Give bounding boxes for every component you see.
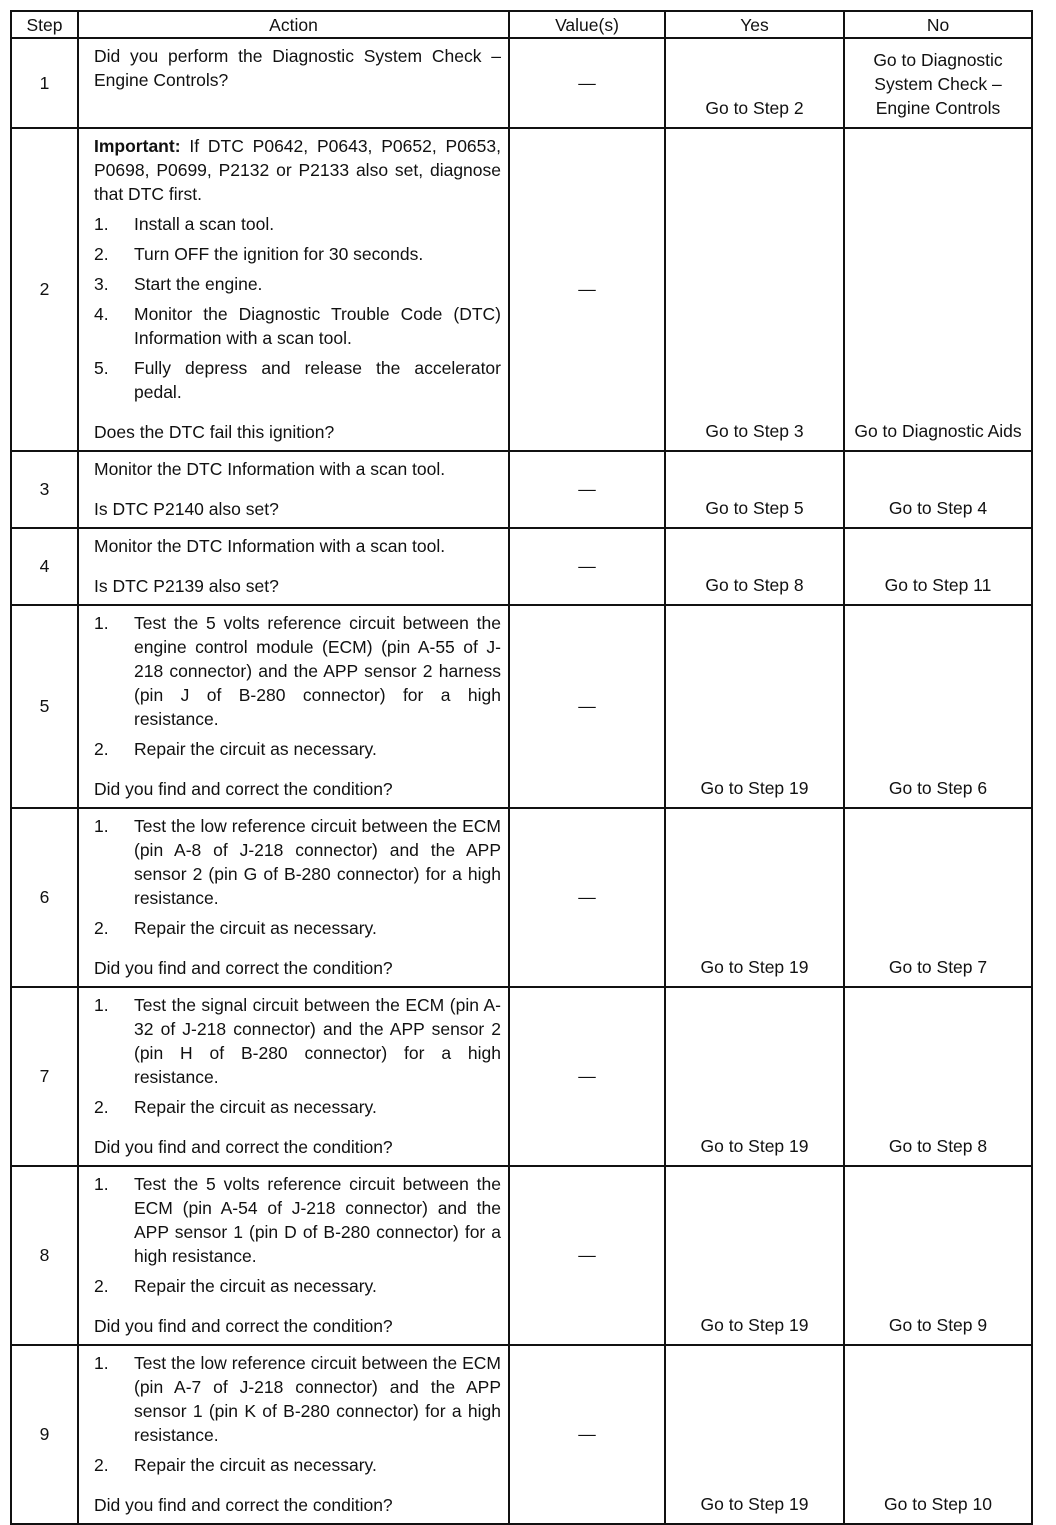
item-number: 2. — [94, 918, 109, 938]
question-text: Is DTC P2139 also set? — [94, 576, 279, 596]
item-text: Fully depress and release the accelerator pedal. — [134, 358, 501, 402]
item-text: Repair the circuit as necessary. — [134, 739, 377, 759]
step-list — [94, 212, 501, 404]
no-cell — [844, 38, 1032, 128]
action-text: Did you perform the Diagnostic System Check – Engine Controls? — [94, 46, 501, 90]
item-text: Turn OFF the ignition for 30 seconds. — [134, 244, 424, 264]
important-text: If DTC P0642, P0643, P0652, P0653, P0698, P0699, P2132 or P2133 also set, diagnose that DTC first. — [94, 136, 501, 204]
value-cell: — — [509, 451, 665, 528]
table-row — [11, 605, 1032, 808]
list-item — [94, 242, 501, 266]
action-cell — [78, 38, 509, 128]
question-text: Did you find and correct the condition? — [94, 1316, 393, 1336]
action-cell — [78, 808, 509, 987]
step-number: 7 — [11, 987, 78, 1166]
diagnostic-table-container — [10, 10, 1033, 1525]
yes-cell: Go to Step 19 — [665, 1345, 844, 1524]
item-text: Test the low reference circuit between the ECM (pin A-8 of J-218 connector) and the APP sensor 2 (pin G of B-280 connector) for a high resistance. — [134, 816, 501, 908]
item-text: Test the 5 volts reference circuit between the engine control module (ECM) (pin A-55 of J-218 connector) and the APP sensor 2 harness (pin J of B-280 connector) for a high resistance. — [134, 613, 501, 729]
item-number: 1. — [94, 613, 109, 633]
value-cell: — — [509, 1345, 665, 1524]
no-cell: Go to Step 9 — [844, 1166, 1032, 1345]
item-number: 4. — [94, 304, 109, 324]
yes-cell: Go to Step 19 — [665, 808, 844, 987]
table-row — [11, 808, 1032, 987]
question-text: Does the DTC fail this ignition? — [94, 422, 335, 442]
value-cell: — — [509, 808, 665, 987]
list-item — [94, 356, 501, 404]
list-item — [94, 993, 501, 1089]
item-text: Install a scan tool. — [134, 214, 275, 234]
item-text: Repair the circuit as necessary. — [134, 1276, 377, 1296]
header-yes: Yes — [665, 11, 844, 38]
list-item — [94, 1351, 501, 1447]
no-cell: Go to Step 4 — [844, 451, 1032, 528]
step-list — [94, 1172, 501, 1298]
action-cell — [78, 987, 509, 1166]
table-row — [11, 38, 1032, 128]
item-text: Test the low reference circuit between the ECM (pin A-7 of J-218 connector) and the APP sensor 1 (pin K of B-280 connector) for a high resistance. — [134, 1353, 501, 1445]
diagnostic-table — [10, 10, 1033, 1525]
no-link: Go to Diagnostic System Check – Engine Controls — [873, 50, 1003, 118]
important-label: Important: — [94, 136, 181, 156]
item-number: 1. — [94, 816, 109, 836]
list-item — [94, 1095, 501, 1119]
action-cell — [78, 605, 509, 808]
question-text: Is DTC P2140 also set? — [94, 499, 279, 519]
header-action: Action — [78, 11, 509, 38]
table-row — [11, 128, 1032, 451]
header-values: Value(s) — [509, 11, 665, 38]
header-no: No — [844, 11, 1032, 38]
list-item — [94, 212, 501, 236]
table-row — [11, 451, 1032, 528]
item-text: Repair the circuit as necessary. — [134, 1097, 377, 1117]
list-item — [94, 611, 501, 731]
no-cell: Go to Step 10 — [844, 1345, 1032, 1524]
value-cell: — — [509, 987, 665, 1166]
header-step: Step — [11, 11, 78, 38]
action-text: Monitor the DTC Information with a scan tool. — [94, 459, 446, 479]
item-number: 1. — [94, 1353, 109, 1373]
item-text: Repair the circuit as necessary. — [134, 1455, 377, 1475]
action-cell — [78, 128, 509, 451]
value-cell: — — [509, 605, 665, 808]
header-row — [11, 11, 1032, 38]
table-row — [11, 987, 1032, 1166]
action-cell — [78, 1345, 509, 1524]
action-cell — [78, 451, 509, 528]
yes-cell: Go to Step 19 — [665, 987, 844, 1166]
value-cell: — — [509, 528, 665, 605]
list-item — [94, 916, 501, 940]
question-text: Did you find and correct the condition? — [94, 1137, 393, 1157]
item-text: Monitor the Diagnostic Trouble Code (DTC) Information with a scan tool. — [134, 304, 501, 348]
table-row — [11, 1166, 1032, 1345]
yes-cell: Go to Step 19 — [665, 605, 844, 808]
step-number: 6 — [11, 808, 78, 987]
item-text: Start the engine. — [134, 274, 263, 294]
item-text: Test the 5 volts reference circuit between the ECM (pin A-54 of J-218 connector) and the APP sensor 1 (pin D of B-280 connector) for a high resistance. — [134, 1174, 501, 1266]
yes-cell: Go to Step 3 — [665, 128, 844, 451]
step-number: 2 — [11, 128, 78, 451]
list-item — [94, 1453, 501, 1477]
value-cell: — — [509, 128, 665, 451]
question-text: Did you find and correct the condition? — [94, 1495, 393, 1515]
table-row — [11, 528, 1032, 605]
step-number: 5 — [11, 605, 78, 808]
step-number: 9 — [11, 1345, 78, 1524]
table-row — [11, 1345, 1032, 1524]
important-note — [94, 134, 501, 206]
step-number: 4 — [11, 528, 78, 605]
item-number: 2. — [94, 1276, 109, 1296]
list-item — [94, 272, 501, 296]
item-number: 5. — [94, 358, 109, 378]
value-cell: — — [509, 38, 665, 128]
list-item — [94, 1274, 501, 1298]
list-item — [94, 302, 501, 350]
item-number: 1. — [94, 214, 109, 234]
item-number: 3. — [94, 274, 109, 294]
action-cell — [78, 1166, 509, 1345]
item-number: 2. — [94, 1455, 109, 1475]
step-number: 8 — [11, 1166, 78, 1345]
step-list — [94, 611, 501, 761]
no-cell: Go to Step 6 — [844, 605, 1032, 808]
no-cell: Go to Diagnostic Aids — [844, 128, 1032, 451]
item-number: 1. — [94, 1174, 109, 1194]
list-item — [94, 1172, 501, 1268]
action-text: Monitor the DTC Information with a scan tool. — [94, 536, 446, 556]
item-number: 1. — [94, 995, 109, 1015]
item-number: 2. — [94, 739, 109, 759]
item-text: Test the signal circuit between the ECM (pin A-32 of J-218 connector) and the APP sensor 2 (pin H of B-280 connector) for a high resistance. — [134, 995, 501, 1087]
item-number: 2. — [94, 1097, 109, 1117]
action-cell — [78, 528, 509, 605]
yes-cell: Go to Step 2 — [665, 38, 844, 128]
list-item — [94, 737, 501, 761]
question-text: Did you find and correct the condition? — [94, 958, 393, 978]
step-number: 3 — [11, 451, 78, 528]
question-text: Did you find and correct the condition? — [94, 779, 393, 799]
step-number: 1 — [11, 38, 78, 128]
no-cell: Go to Step 7 — [844, 808, 1032, 987]
no-cell: Go to Step 8 — [844, 987, 1032, 1166]
yes-cell: Go to Step 8 — [665, 528, 844, 605]
item-number: 2. — [94, 244, 109, 264]
item-text: Repair the circuit as necessary. — [134, 918, 377, 938]
step-list — [94, 814, 501, 940]
list-item — [94, 814, 501, 910]
step-list — [94, 1351, 501, 1477]
yes-cell: Go to Step 19 — [665, 1166, 844, 1345]
no-cell: Go to Step 11 — [844, 528, 1032, 605]
yes-cell: Go to Step 5 — [665, 451, 844, 528]
step-list — [94, 993, 501, 1119]
value-cell: — — [509, 1166, 665, 1345]
